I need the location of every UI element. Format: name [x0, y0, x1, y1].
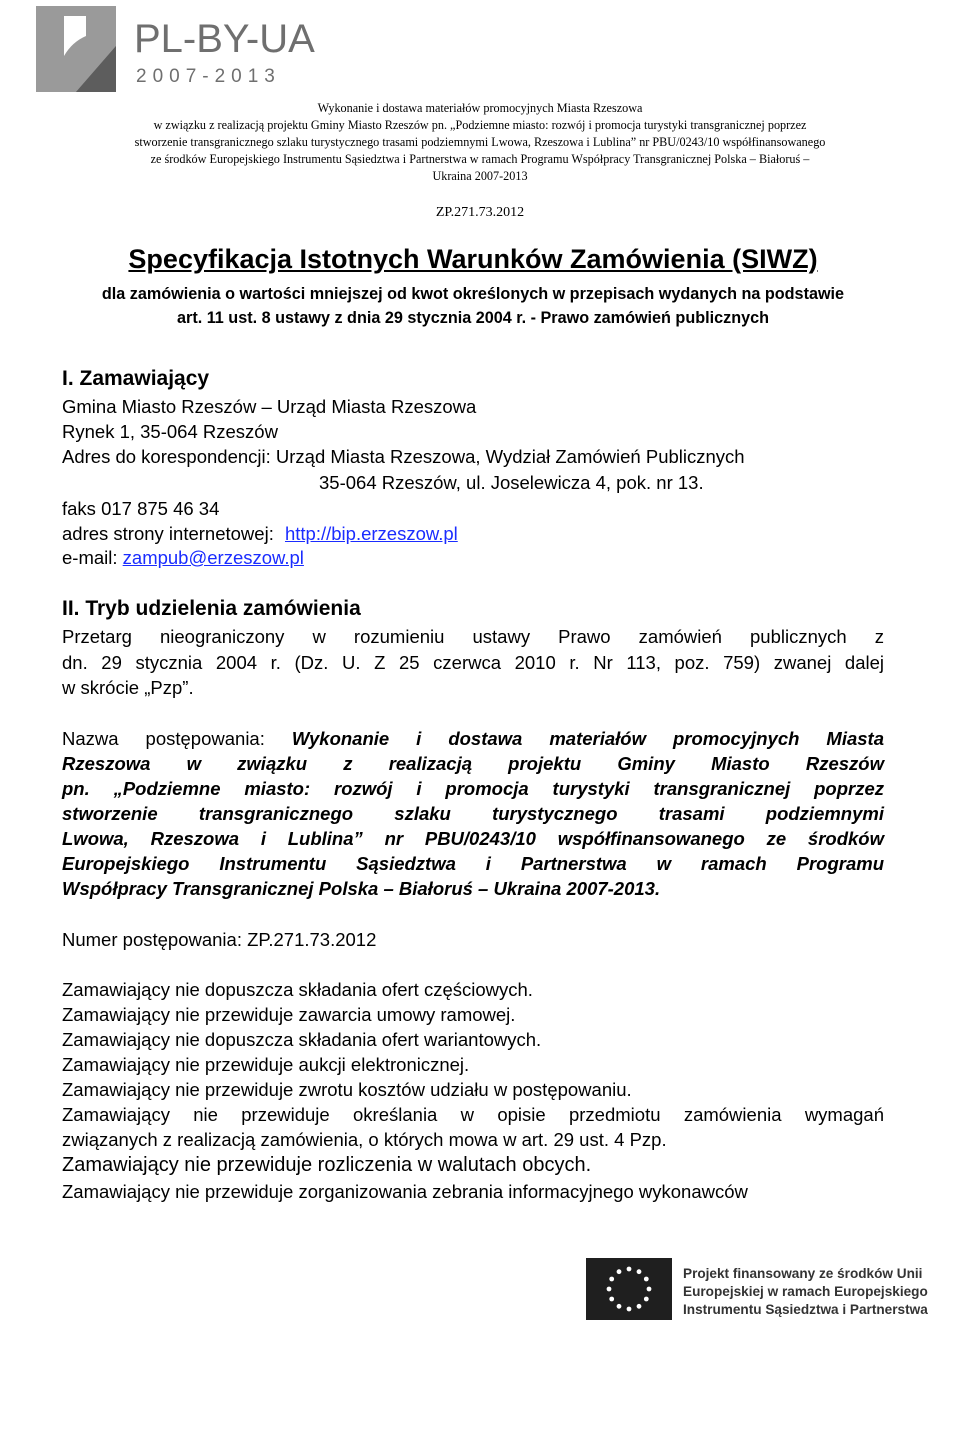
- header-line: ze środków Europejskiego Instrumentu Sąsiedztwa i Partnerstwa w ramach Programu Współpracy Transgranicznej Polska – Białoruś –: [150, 152, 810, 166]
- document-subtitle-line: dla zamówienia o wartości mniejszej od kwot określonych w przepisach wydanych na podstawie: [101, 285, 845, 303]
- statement: Zamawiający nie przewiduje zwrotu kosztów udziału w postępowaniu.: [62, 1079, 632, 1100]
- eu-star-icon: [617, 1304, 622, 1309]
- procedure-name-line: stworzenie transgranicznego szlaku turystycznego trasami podziemnymi: [62, 803, 884, 824]
- eu-star-icon: [609, 1277, 614, 1282]
- website-line: [62, 523, 458, 545]
- orderer-line: Rynek 1, 35-064 Rzeszów: [62, 421, 278, 442]
- procedure-name-line: Rzeszowa w związku z realizacją projektu Gminy Miasto Rzeszów: [62, 753, 884, 774]
- statement: Zamawiający nie przewiduje określania w opisie przedmiotu zamówienia wymagań: [62, 1104, 884, 1125]
- procedure-number-label: Numer postępowania:: [62, 929, 242, 950]
- procedure-name-line: Europejskiego Instrumentu Sąsiedztwa i Partnerstwa w ramach Programu: [62, 853, 884, 874]
- eu-star-icon: [644, 1297, 649, 1302]
- eu-star-icon: [617, 1269, 622, 1274]
- statement: związanych z realizacją zamówienia, o których mowa w art. 29 ust. 4 Pzp.: [62, 1129, 667, 1150]
- eu-star-icon: [609, 1297, 614, 1302]
- procedure-mode-line: dn. 29 stycznia 2004 r. (Dz. U. Z 25 czerwca 2010 r. Nr 113, poz. 759) zwanej dalej: [62, 652, 884, 673]
- email-link[interactable]: zampub@erzeszow.pl: [122, 547, 304, 568]
- procedure-name-line: Współpracy Transgranicznej Polska – Białoruś – Ukraina 2007-2013.: [62, 878, 661, 899]
- logo-text: PL-BY-UA: [134, 17, 315, 61]
- header-line: w związku z realizacją projektu Gminy Miasto Rzeszów pn. „Podziemne miasto: rozwój i promocja turystyki transgranicznej poprzez: [153, 118, 807, 132]
- statement: Zamawiający nie przewiduje zorganizowania zebrania informacyjnego wykonawców: [62, 1181, 748, 1202]
- pl-by-ua-logo: [36, 6, 315, 92]
- eu-star-icon: [637, 1304, 642, 1309]
- reference-number: ZP.271.73.2012: [435, 205, 525, 220]
- eu-funding-text: Instrumentu Sąsiedztwa i Partnerstwa: [683, 1302, 928, 1317]
- section-heading-orderer: I. Zamawiający: [62, 367, 210, 390]
- logo-years: 2007-2013: [136, 66, 281, 87]
- statement: Zamawiający nie przewiduje zawarcia umowy ramowej.: [62, 1004, 516, 1025]
- statement: Zamawiający nie dopuszcza składania ofert wariantowych.: [62, 1029, 542, 1050]
- procedure-name-label: Nazwa postępowania:: [62, 728, 265, 749]
- eu-funding-text: Europejskiej w ramach Europejskiego: [683, 1284, 928, 1299]
- procedure-number-line: [62, 929, 376, 951]
- header-line: Ukraina 2007-2013: [432, 169, 528, 183]
- orderer-line: Gmina Miasto Rzeszów – Urząd Miasta Rzeszowa: [62, 396, 477, 417]
- procedure-mode-line: w skrócie „Pzp”.: [62, 677, 194, 698]
- email-line: [62, 547, 304, 569]
- procedure-name-first-line: [62, 728, 884, 750]
- website-label: adres strony internetowej:: [62, 523, 274, 544]
- statement: Zamawiający nie dopuszcza składania ofert częściowych.: [62, 979, 533, 1000]
- eu-star-icon: [644, 1277, 649, 1282]
- header-line: Wykonanie i dostawa materiałów promocyjnych Miasta Rzeszowa: [317, 101, 643, 115]
- procedure-name-text: Wykonanie i dostawa materiałów promocyjnych Miasta: [291, 728, 884, 749]
- section-heading-procedure-mode: II. Tryb udzielenia zamówienia: [62, 597, 361, 620]
- eu-flag-icon: [586, 1258, 672, 1320]
- eu-funding-text: Projekt finansowany ze środków Unii: [683, 1266, 923, 1281]
- statement: Zamawiający nie przewiduje rozliczenia w walutach obcych.: [62, 1154, 592, 1176]
- orderer-line: Adres do korespondencji: Urząd Miasta Rzeszowa, Wydział Zamówień Publicznych: [62, 446, 745, 467]
- procedure-number: ZP.271.73.2012: [247, 929, 377, 950]
- website-link[interactable]: http://bip.erzeszow.pl: [284, 523, 458, 544]
- eu-star-icon: [637, 1269, 642, 1274]
- document-title: Specyfikacja Istotnych Warunków Zamówienia (SIWZ): [128, 244, 818, 274]
- eu-star-icon: [627, 1267, 632, 1272]
- eu-star-icon: [627, 1307, 632, 1312]
- document-subtitle-line: art. 11 ust. 8 ustawy z dnia 29 stycznia 2004 r. - Prawo zamówień publicznych: [177, 309, 769, 327]
- eu-star-icon: [647, 1287, 652, 1292]
- statement: Zamawiający nie przewiduje aukcji elektronicznej.: [62, 1054, 470, 1075]
- header-line: stworzenie transgranicznego szlaku turystycznego trasami podziemnymi Lwowa, Rzeszowa i Lublina” nr PBU/0243/10 współfinansowanego: [134, 135, 826, 149]
- fax-line: faks 017 875 46 34: [62, 498, 220, 519]
- procedure-mode-line: Przetarg nieograniczony w rozumieniu ustawy Prawo zamówień publicznych z: [62, 626, 884, 647]
- eu-star-icon: [607, 1287, 612, 1292]
- procedure-name-line: Lwowa, Rzeszowa i Lublina” nr PBU/0243/10 współfinansowanego ze środków: [62, 828, 884, 849]
- orderer-line: 35-064 Rzeszów, ul. Joselewicza 4, pok. nr 13.: [319, 472, 704, 493]
- procedure-name-line: pn. „Podziemne miasto: rozwój i promocja turystyki transgranicznej poprzez: [62, 778, 884, 799]
- email-label: e-mail:: [62, 547, 118, 568]
